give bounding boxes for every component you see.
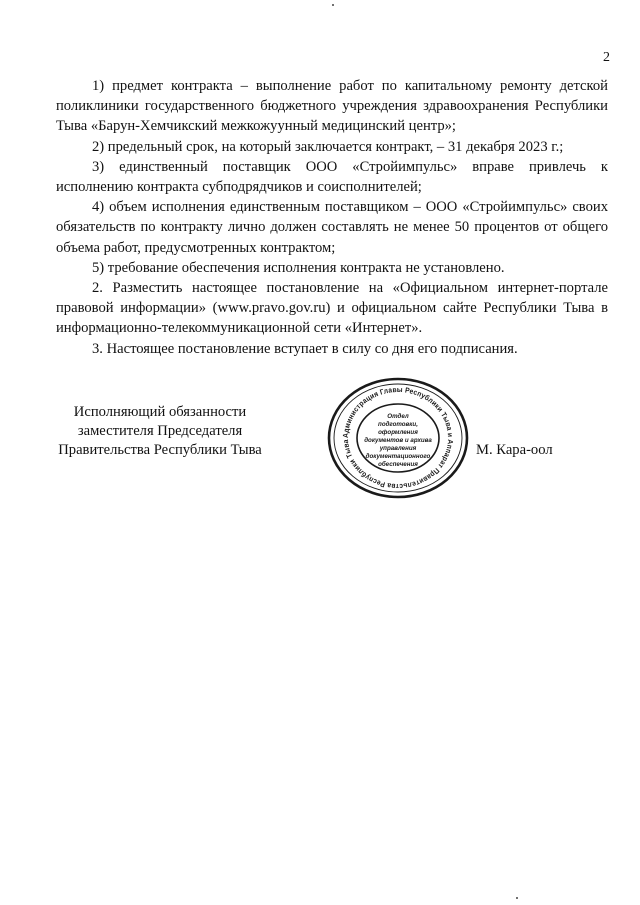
seal-center-line: подготовки, [378,421,418,428]
official-seal-stamp [326,376,470,500]
seal-center-line: обеспечения [378,461,418,468]
signatory-name: М. Кара-оол [476,442,553,458]
seal-center-line: документов и архива [364,437,432,444]
signatory-position-line: Правительства Республики Тыва [58,442,262,458]
seal-center-line: Отдел [387,413,409,420]
paragraph-contract-deadline: 2) предельный срок, на который заключается контракт, – 31 декабря 2023 г.; [92,138,564,155]
scan-speck [332,4,334,6]
signatory-position-line: заместителя Председателя [77,423,243,439]
signatory-position [40,403,280,460]
page-number: 2 [603,50,610,65]
paragraph-publication: 2. Разместить настоящее постановление на «Официальном интернет-портале правовой информации» (www.pravo.gov.ru) и официальном сайте Республики Тыва в информационно-телекоммуникационной сети «Интернет». [56,280,608,337]
paragraph-subcontractors: 3) единственный поставщик ООО «Стройимпульс» вправе привлечь к исполнению контракта субподрядчиков и соисполнителей; [56,158,608,196]
paragraph-security-requirement: 5) требование обеспечения исполнения контракта не установлено. [92,259,505,276]
paragraph-own-performance-volume: 4) объем исполнения единственным поставщиком – ООО «Стройимпульс» своих обязательств по контракту лично должен составлять не менее 50 процентов от общего объема работ, предусмотренных контрактом; [56,199,608,256]
seal-center-line: оформления [378,429,418,436]
document-body [56,76,608,359]
signatory-position-line: Исполняющий обязанности [73,404,247,420]
scan-speck [516,897,518,899]
seal-center-line: управления [379,445,417,452]
seal-center-line: документационного [365,453,431,460]
seal-ring-text: Администрация Главы Республики Тыва и Аппарат Правительства Республики Тыва [340,384,456,492]
paragraph-entry-into-force: 3. Настоящее постановление вступает в силу со дня его подписания. [92,340,518,357]
paragraph-contract-subject: 1) предмет контракта – выполнение работ по капитальному ремонту детской поликлиники государственного бюджетного учреждения здравоохранения Республики Тыва «Барун-Хемчикский межкожуунный медицинский центр»; [56,78,608,135]
